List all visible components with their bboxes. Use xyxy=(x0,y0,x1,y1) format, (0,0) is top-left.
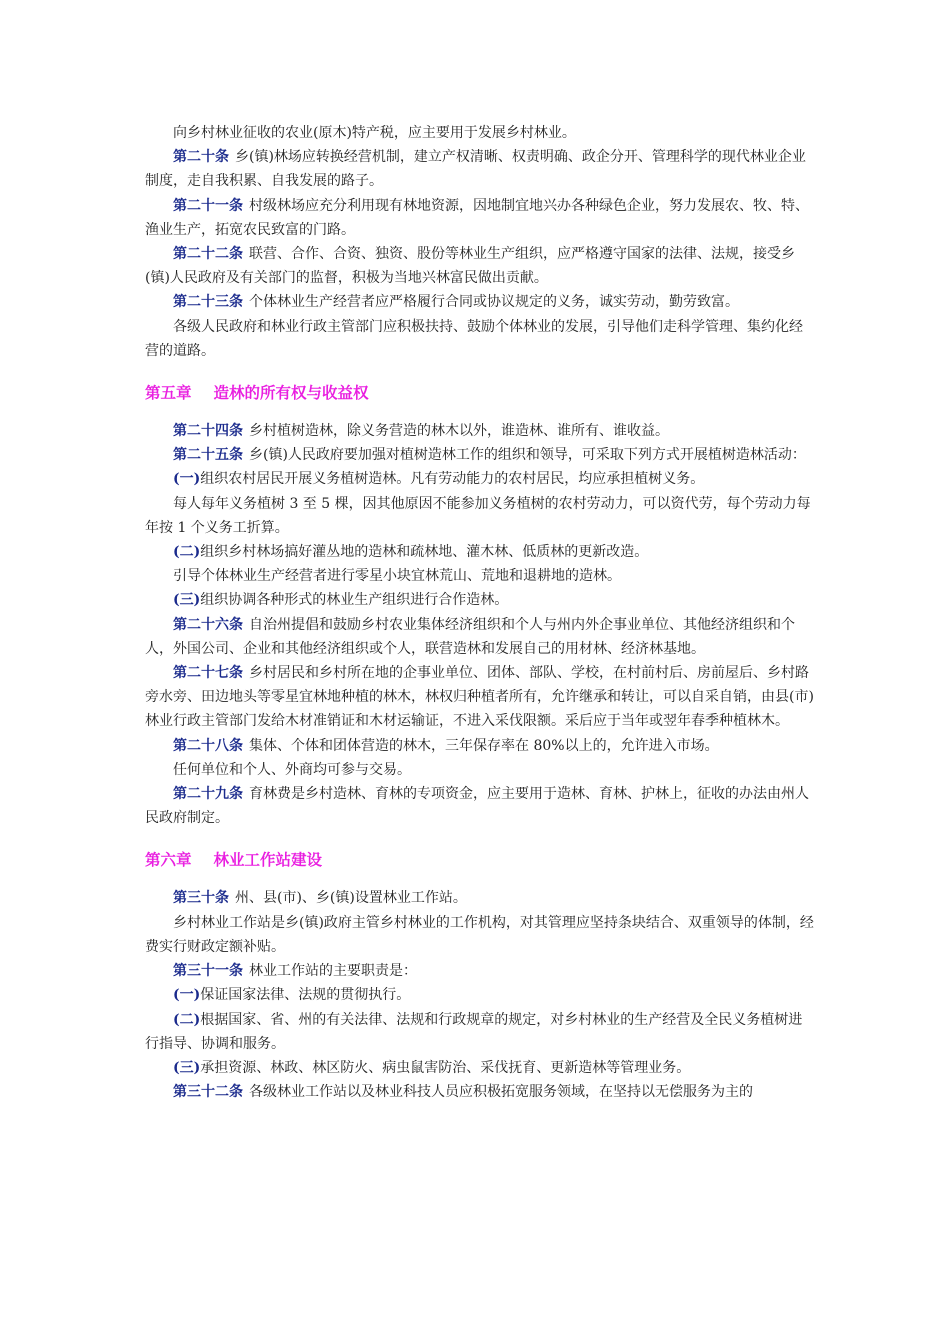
article-number: 第二十条 xyxy=(173,149,229,166)
enumerated-item xyxy=(145,983,815,1007)
article-number: 第二十三条 xyxy=(173,294,243,311)
body-paragraph xyxy=(145,911,815,959)
enumerated-item xyxy=(145,1056,815,1080)
paragraph-text: 任何单位和个人、外商均可参与交易。 xyxy=(173,761,411,778)
article-paragraph xyxy=(145,419,815,443)
chapter-heading xyxy=(145,848,815,872)
item-marker: (二) xyxy=(173,544,201,561)
item-marker: (二) xyxy=(173,1011,201,1028)
article-paragraph xyxy=(145,886,815,910)
paragraph-text: 乡村林业工作站是乡(镇)政府主管乡村林业的工作机构，对其管理应坚持条块结合、双重领导的体制，经费实行财政定额补贴。 xyxy=(145,914,814,955)
body-paragraph xyxy=(145,121,815,145)
paragraph-text: 各级人民政府和林业行政主管部门应积极扶持、鼓励个体林业的发展，引导他们走科学管理、集约化经营的道路。 xyxy=(145,318,803,359)
enumerated-item xyxy=(145,1008,815,1056)
paragraph-text: 保证国家法律、法规的贯彻执行。 xyxy=(200,987,411,1004)
paragraph-text: 自治州提倡和鼓励乡村农业集体经济组织和个人与州内外企事业单位、其他经济组织和个人，外国公司、企业和其他经济组织或个人，联营造林和发展自己的用材林、经济林基地。 xyxy=(145,616,795,657)
chapter-number: 第五章 xyxy=(145,384,192,403)
article-paragraph xyxy=(145,613,815,661)
article-paragraph xyxy=(145,734,815,758)
article-paragraph xyxy=(145,1080,815,1104)
paragraph-text: 个体林业生产经营者应严格履行合同或协议规定的义务，诚实劳动，勤劳致富。 xyxy=(249,294,739,311)
body-paragraph xyxy=(145,315,815,363)
article-number: 第三十二条 xyxy=(173,1084,243,1101)
item-marker: (三) xyxy=(173,592,201,609)
paragraph-text: 乡村植树造林，除义务营造的林木以外，谁造林、谁所有、谁收益。 xyxy=(249,423,669,440)
article-number: 第二十五条 xyxy=(173,447,243,464)
paragraph-text: 每人每年义务植树 3 至 5 棵，因其他原因不能参加义务植树的农村劳动力，可以资代劳，每个劳动力每年按 1 个义务工折算。 xyxy=(145,495,811,536)
paragraph-text: 向乡村林业征收的农业(原木)特产税，应主要用于发展乡村林业。 xyxy=(173,125,576,141)
item-marker: (一) xyxy=(173,987,201,1004)
article-paragraph xyxy=(145,782,815,830)
article-number: 第三十条 xyxy=(173,890,229,907)
paragraph-text: 州、县(市)、乡(镇)设置林业工作站。 xyxy=(235,890,467,907)
body-paragraph xyxy=(145,758,815,782)
document-page xyxy=(145,121,815,1104)
paragraph-text: 根据国家、省、州的有关法律、法规和行政规章的规定，对乡村林业的生产经营及全民义务植树进行指导、协调和服务。 xyxy=(145,1011,803,1052)
article-paragraph xyxy=(145,194,815,242)
article-paragraph xyxy=(145,959,815,983)
paragraph-text: 集体、个体和团体营造的林木，三年保存率在 80%以上的，允许进入市场。 xyxy=(249,737,719,754)
paragraph-text: 林业工作站的主要职责是： xyxy=(249,963,417,980)
article-paragraph xyxy=(145,242,815,290)
article-number: 第二十七条 xyxy=(173,665,243,682)
paragraph-text: 各级林业工作站以及林业科技人员应积极拓宽服务领域，在坚持以无偿服务为主的 xyxy=(249,1084,753,1101)
paragraph-text: 承担资源、林政、林区防火、病虫鼠害防治、采伐抚育、更新造林等管理业务。 xyxy=(200,1059,691,1076)
article-paragraph xyxy=(145,290,815,314)
article-number: 第二十八条 xyxy=(173,737,243,754)
paragraph-text: 引导个体林业生产经营者进行零星小块宜林荒山、荒地和退耕地的造林。 xyxy=(173,568,621,585)
paragraph-text: 组织农村居民开展义务植树造林。凡有劳动能力的农村居民，均应承担植树义务。 xyxy=(200,471,705,488)
enumerated-item xyxy=(145,540,815,564)
chapter-title: 林业工作站建设 xyxy=(213,851,323,870)
chapter-heading xyxy=(145,381,815,405)
paragraph-text: 村级林场应充分利用现有林地资源，因地制宜地兴办各种绿色企业，努力发展农、牧、特、渔业生产，拓宽农民致富的门路。 xyxy=(145,197,809,238)
article-number: 第二十六条 xyxy=(173,616,243,633)
article-number: 第二十二条 xyxy=(173,246,243,263)
chapter-title: 造林的所有权与收益权 xyxy=(213,384,369,403)
paragraph-text: 乡村居民和乡村所在地的企事业单位、团体、部队、学校，在村前村后、房前屋后、乡村路旁水旁、田边地头等零星宜林地种植的林木，林权归种植者所有，允许继承和转让，可以自采自销，由县(市)林业行政主管部门发给木材准销证和木材运输证，不进入采伐限额。采后应于当年或翌年春季种植林木。 xyxy=(145,665,814,730)
article-paragraph xyxy=(145,145,815,193)
article-number: 第二十九条 xyxy=(173,786,243,803)
body-paragraph xyxy=(145,564,815,588)
chapter-number: 第六章 xyxy=(145,851,192,870)
article-number: 第三十一条 xyxy=(173,963,243,980)
paragraph-text: 组织协调各种形式的林业生产组织进行合作造林。 xyxy=(200,592,509,609)
paragraph-text: 乡(镇)人民政府要加强对植树造林工作的组织和领导，可采取下列方式开展植树造林活动： xyxy=(249,447,806,464)
paragraph-text: 育林费是乡村造林、育林的专项资金，应主要用于造林、育林、护林上，征收的办法由州人民政府制定。 xyxy=(145,786,809,827)
body-paragraph xyxy=(145,492,815,540)
paragraph-text: 联营、合作、合资、独资、股份等林业生产组织，应严格遵守国家的法律、法规，接受乡(镇)人民政府及有关部门的监督，积极为当地兴林富民做出贡献。 xyxy=(145,246,795,287)
article-paragraph xyxy=(145,443,815,467)
paragraph-text: 乡(镇)林场应转换经营机制，建立产权清晰、权责明确、政企分开、管理科学的现代林业企业制度，走自我积累、自我发展的路子。 xyxy=(145,149,806,190)
enumerated-item xyxy=(145,588,815,612)
item-marker: (三) xyxy=(173,1059,201,1076)
enumerated-item xyxy=(145,467,815,491)
item-marker: (一) xyxy=(173,471,201,488)
paragraph-text: 组织乡村林场搞好灌丛地的造林和疏林地、灌木林、低质林的更新改造。 xyxy=(200,544,649,561)
article-number: 第二十四条 xyxy=(173,423,243,440)
article-number: 第二十一条 xyxy=(173,197,243,214)
article-paragraph xyxy=(145,661,815,734)
